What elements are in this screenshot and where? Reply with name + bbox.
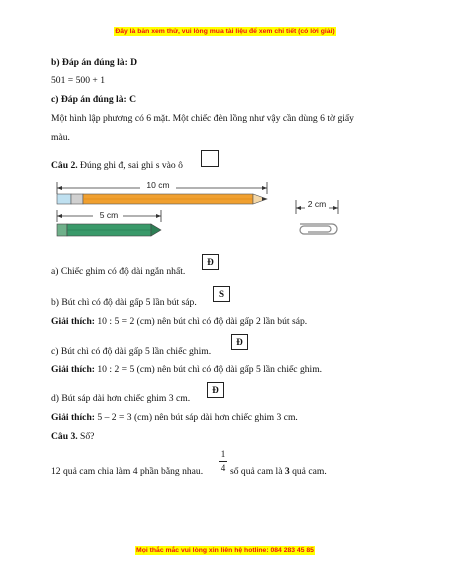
statement-b: b) Bút chì có độ dài gấp 5 lần bút sáp. (51, 297, 197, 308)
crayon-length-label: 5 cm (99, 210, 119, 220)
answer-b-label: b) Đáp án đúng là: D (51, 57, 138, 68)
answer-b-formula: 501 = 500 + 1 (51, 75, 105, 86)
answer-c-text-line2: màu. (51, 132, 70, 143)
answer-box-a: Đ (202, 254, 219, 270)
pencil (57, 194, 267, 204)
question3-header (51, 431, 94, 442)
fraction-numerator: 1 (220, 449, 226, 459)
question3-answer: 3 (284, 466, 290, 477)
answer-c-label: c) Đáp án đúng là: C (51, 94, 137, 105)
question3-sentence: 12 quả cam chia làm 4 phần bằng nhau. (51, 466, 204, 477)
answer-box-b: S (213, 286, 230, 302)
answer-box-d: Đ (207, 382, 224, 398)
clip-length-label: 2 cm (307, 199, 327, 209)
answer-c-text-line1: Một hình lập phương có 6 mặt. Một chiếc đèn lồng như vậy cần dùng 6 tờ giấy (51, 113, 354, 124)
explain-d: Giải thích: 5 – 2 = 3 (cm) nên bút sáp dài hơn chiếc ghim 3 cm. (51, 412, 298, 423)
footer-notice: Mọi thắc mắc vui lòng xin liên hệ hotline: 084 283 45 85 (136, 547, 314, 554)
header-notice: Đây là bản xem thử, vui lòng mua tài liệu để xem chi tiết (có lời giải) (115, 28, 335, 35)
question2-header (51, 160, 183, 171)
question2-prompt: Đúng ghi đ, sai ghi s vào ô (77, 160, 183, 171)
paper-clip-figure (292, 196, 342, 240)
fraction-bar (219, 461, 227, 462)
question2-empty-box (201, 150, 219, 167)
explain-b: Giải thích: 10 : 5 = 2 (cm) nên bút chì có độ dài gấp 2 lần bút sáp. (51, 316, 308, 327)
question2-label: Câu 2. (51, 160, 78, 171)
statement-a: a) Chiếc ghim có độ dài ngắn nhất. (51, 266, 186, 277)
paper-clip (300, 224, 337, 234)
pencil-length-label: 10 cm (146, 180, 170, 190)
statement-d: d) Bút sáp dài hơn chiếc ghim 3 cm. (51, 393, 191, 404)
crayon (57, 224, 161, 236)
question3-sentence-end: số quả cam là 3 quả cam. (230, 466, 327, 477)
length-figure (55, 176, 275, 246)
fraction-denominator: 4 (220, 463, 226, 473)
statement-c: c) Bút chì có độ dài gấp 5 lần chiếc ghim. (51, 346, 212, 357)
question3-prompt: Số? (77, 431, 95, 442)
answer-box-c: Đ (231, 334, 248, 350)
explain-c: Giải thích: 10 : 2 = 5 (cm) nên bút chì có độ dài gấp 5 lần chiếc ghim. (51, 364, 323, 375)
question3-label: Câu 3. (51, 431, 78, 442)
